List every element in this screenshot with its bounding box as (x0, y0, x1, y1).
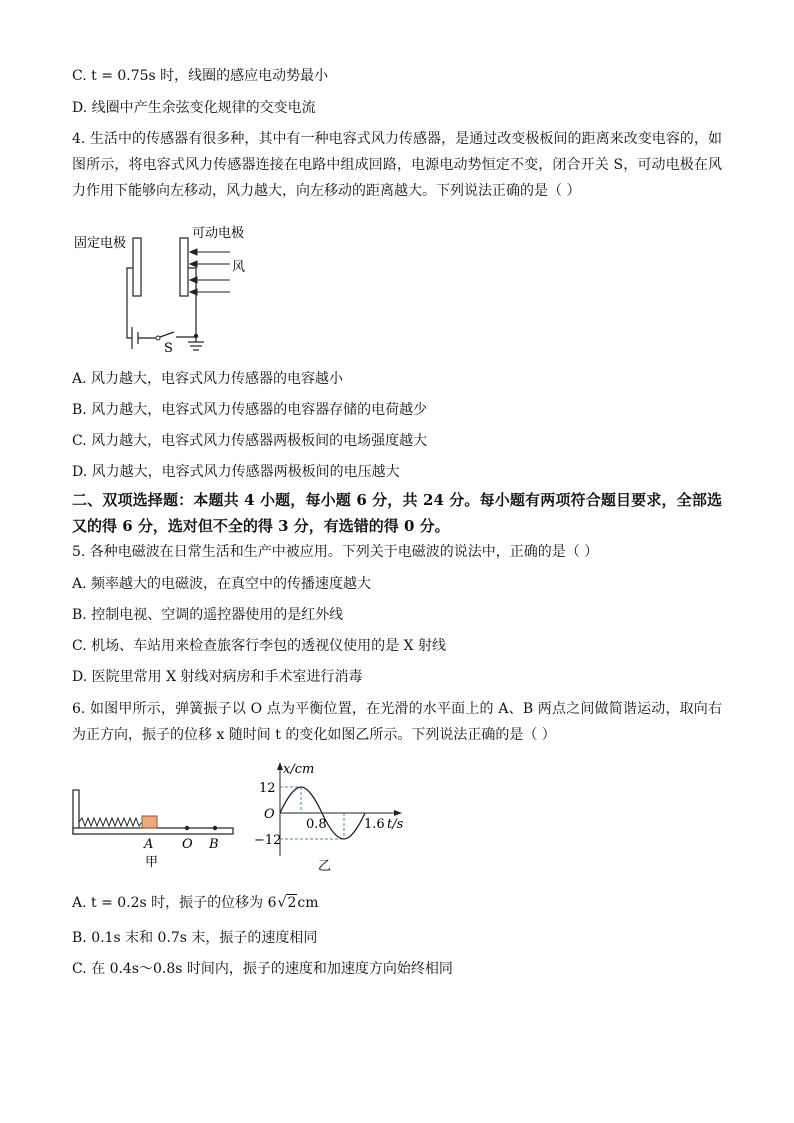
q6-option-a-text: A. t = 0.2s 时，振子的位移为 6 (72, 895, 277, 911)
q6-stem: 6. 如图甲所示，弹簧振子以 O 点为平衡位置，在光滑的水平面上的 A、B 两点之间做简谐运动，取向右为正方向，振子的位移 x 随时间 t 的变化如图乙所示。下列说法正确的是（ ） (72, 701, 722, 743)
q5-option-c: C. 机场、车站用来检查旅客行李包的透视仪使用的是 X 射线 (72, 638, 446, 654)
q3-option-c: C. t = 0.75s 时，线圈的感应电动势最小 (72, 68, 329, 84)
figure-yi-caption: 乙 (318, 859, 332, 874)
q4-option-b: B. 风力越大，电容式风力传感器的电容器存储的电荷越少 (72, 402, 428, 418)
q5-option-a: A. 频率越大的电磁波，在真空中的传播速度越大 (72, 576, 372, 592)
junction-dot (194, 334, 198, 338)
q4-option-a: A. 风力越大，电容式风力传感器的电容越小 (72, 371, 344, 387)
label-b: B (209, 837, 219, 852)
movable-plate (180, 238, 188, 296)
q6-option-c: C. 在 0.4s～0.8s 时间内，振子的速度和加速度方向始终相同 (72, 961, 453, 977)
fixed-plate (133, 238, 141, 296)
label-o: O (182, 837, 193, 852)
q6-xt-graph (250, 756, 410, 874)
q4-option-d: D. 风力越大，电容式风力传感器两极板间的电压越大 (72, 464, 400, 480)
q3-option-d: D. 线圈中产生余弦变化规律的交变电流 (72, 100, 316, 116)
floor (73, 828, 233, 834)
point-o (185, 826, 189, 830)
fixed-electrode-label: 固定电极 (74, 236, 127, 251)
x-axis-label: t/s (387, 817, 404, 832)
figure-jia-caption: 甲 (145, 855, 159, 870)
origin-label: O (264, 807, 275, 822)
sqrt-sign: √ (277, 895, 287, 911)
q6-option-a (72, 893, 319, 913)
q5-stem: 5. 各种电磁波在日常生活和生产中被应用。下列关于电磁波的说法中，正确的是（ ） (72, 544, 599, 560)
q6-spring-oscillator-figure (70, 788, 236, 870)
q5-option-d: D. 医院里常用 X 射线对病房和手术室进行消毒 (72, 669, 363, 685)
sqrt-radicand: 2 (287, 895, 297, 911)
q4-stem: 4. 生活中的传感器有很多种，其中有一种电容式风力传感器，是通过改变极板间的距离来改变电容的，如图所示，将电容式风力传感器连接在电路中组成回路，电源电动势恒定不变，闭合开关 S，可动电极在风力作用下能够向左移动，风力越大，向左移动的距离越大。下列说法正确的是（ ） (72, 131, 722, 199)
q4-option-c: C. 风力越大，电容式风力传感器两极板间的电场强度越大 (72, 433, 428, 449)
q4-capacitor-figure (70, 224, 270, 356)
switch-label: S (164, 341, 173, 356)
section-2-heading: 二、双项选择题：本题共 4 小题，每小题 6 分，共 24 分。每小题有两项符合题目要求，全部选又的得 6 分，选对但不全的得 3 分，有选错的得 0 分。 (72, 491, 722, 535)
wind-label: 风 (232, 260, 246, 275)
q6-option-a-unit: cm (297, 895, 319, 911)
switch-contact (156, 336, 160, 340)
spring (79, 818, 142, 826)
movable-electrode-label: 可动电极 (192, 226, 245, 241)
q6-option-b: B. 0.1s 末和 0.7s 末，振子的速度相同 (72, 930, 318, 946)
y-tick-negative: −12 (254, 833, 282, 848)
oscillator-block (142, 816, 157, 828)
x-tick-2: 1.6 (364, 817, 385, 832)
point-b (213, 826, 217, 830)
x-axis-arrow (394, 810, 402, 816)
q5-option-b: B. 控制电视、空调的遥控器使用的是红外线 (72, 607, 344, 623)
y-tick-positive: 12 (259, 781, 276, 796)
label-a: A (144, 837, 154, 852)
y-axis-label: x/cm (283, 762, 315, 777)
x-tick-1: 0.8 (306, 817, 327, 832)
